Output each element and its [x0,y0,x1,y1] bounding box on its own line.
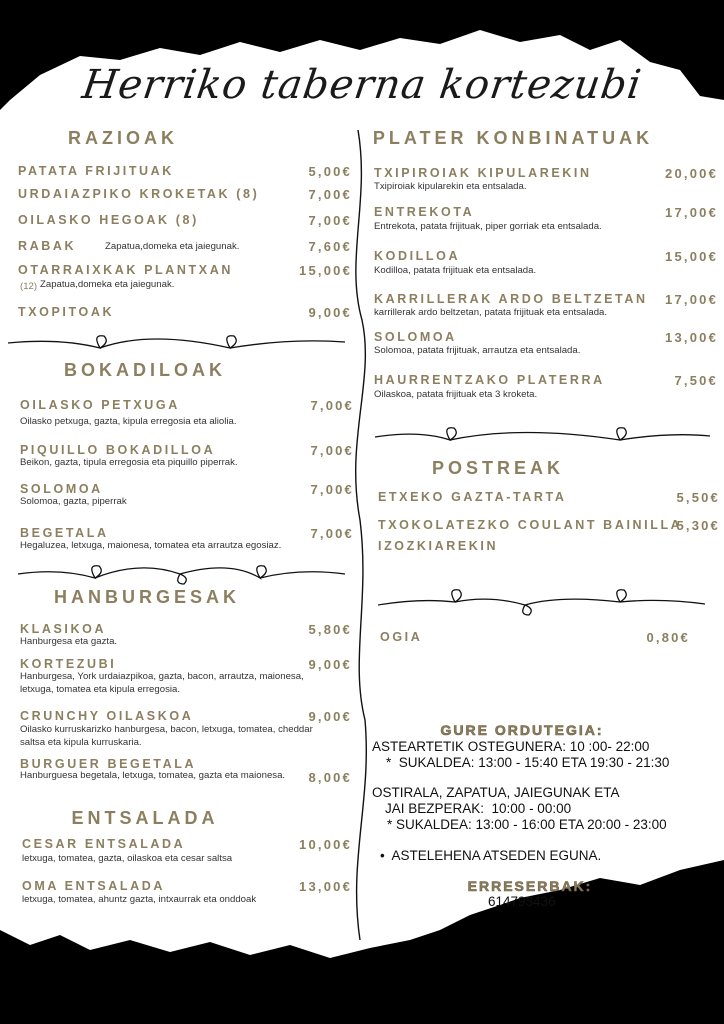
menu-item-price: 7,00€ [308,213,352,228]
menu-item-description: Kodilloa, patata frijituak eta entsalada. [374,265,537,276]
menu-item-name: BURGUER BEGETALA [20,757,197,771]
menu-item-name: PATATA FRIJITUAK [18,164,174,178]
menu-item-price: 7,00€ [308,187,352,202]
menu-item-price: 15,00€ [665,249,718,264]
menu-item-description: Solomoa, patata frijituak, arrautza eta entsalada. [374,345,581,356]
menu-item-price: 20,00€ [665,166,718,181]
schedule-heading: GURE ORDUTEGIA: [440,722,604,738]
menu-item-name: KODILLOA [374,249,461,263]
menu-item-description: Oilasko petxuga, gazta, kipula erregosia eta aliolia. [20,416,237,427]
menu-item-price: 7,00€ [310,398,354,413]
menu-item-description: letxuga, tomatea, gazta, oilaskoa eta cesar saltsa [22,853,233,864]
menu-item-price: 17,00€ [665,205,718,220]
menu-item-name: ENTREKOTA [374,205,475,219]
menu-item-name: OILASKO PETXUGA [20,398,180,412]
menu-item-name: SOLOMOA [20,482,103,496]
restaurant-title: Herriko taberna kortezubi [79,62,645,108]
menu-item-price: 0,80€ [646,630,690,645]
schedule-line: • ASTELEHENA ATSEDEN EGUNA. [380,848,602,863]
menu-item-name: PIQUILLO BOKADILLOA [20,443,216,457]
menu-item-name: URDAIAZPIKO KROKETAK (8) [18,187,260,201]
menu-item-name: HAURRENTZAKO PLATERRA [374,373,605,387]
menu-item-name: OILASKO HEGOAK (8) [18,213,199,227]
hanburgesak-heading: HANBURGESAK [53,587,241,607]
menu-item-name: KORTEZUBI [20,657,117,671]
menu-item-name: OTARRAIXKAK PLANTXAN [18,263,233,277]
menu-item-name: ETXEKO GAZTA-TARTA [378,490,567,504]
menu-item-description: Hegaluzea, letxuga, maionesa, tomatea eta arrautza egosiaz. [20,540,282,551]
menu-item-description: Hanburguesa begetala, letxuga, tomatea, gazta eta maionesa. [20,770,286,781]
menu-item-description: Oilasko kurruskarizko hanburgesa, bacon, letxuga, tomatea, cheddar saltsa eta kipula kurruskaria. [20,724,313,748]
menu-item-description: karrillerak ardo beltzetan, patata frijituak eta entsalada. [374,307,608,318]
menu-item-description: Hanburgesa, York urdaiazpikoa, gazta, bacon, arrautza, maionesa, letxuga, tomatea eta kipula erregosia. [20,671,304,695]
menu-item-price: 5,30€ [676,518,720,533]
menu-item-description: Oilaskoa, patata frijituak eta 3 kroketa. [374,389,538,400]
schedule-line: JAI BEZPERAK: 10:00 - 00:00 [385,801,572,816]
schedule-line: OSTIRALA, ZAPATUA, JAIEGUNAK ETA [372,785,620,800]
menu-item-price: 10,00€ [299,837,352,852]
menu-item-name: TXOKOLATEZKO COULANT BAINILLA [378,518,683,532]
menu-item-name: CRUNCHY OILASKOA [20,709,194,723]
menu-item-price: 5,80€ [308,622,352,637]
menu-item-name: KARRILLERAK ARDO BELTZETAN [374,292,648,306]
menu-item-name: TXOPITOAK [18,305,115,319]
menu-item-quantity: (12) [20,281,38,292]
schedule-line: ASTEARTETIK OSTEGUNERA: 10 :00- 22:00 [372,739,650,754]
menu-item-description: Txipiroiak kipularekin eta entsalada. [374,181,527,192]
menu-item-price: 5,50€ [676,490,720,505]
menu-item-name-cont: IZOZKIAREKIN [378,539,499,553]
schedule-line: * SUKALDEA: 13:00 - 16:00 ETA 20:00 - 23:00 [387,817,667,832]
menu-item-price: 7,00€ [310,443,354,458]
menu-item-name: KLASIKOA [20,622,107,636]
menu-item-price: 9,00€ [308,305,352,320]
menu-item-description: Solomoa, gazta, piperrak [20,496,127,507]
menu-item-name: OGIA [380,630,423,644]
menu-item-price: 9,00€ [308,709,352,724]
reservations-heading: ERRESERBAK: [467,878,593,894]
menu-item-price: 15,00€ [299,263,352,278]
postreak-heading: POSTREAK [431,458,565,478]
menu-item-price: 7,00€ [310,482,354,497]
menu-item-name: BEGETALA [20,526,109,540]
menu-item-name: RABAK [18,239,77,253]
menu-item-description: Entrekota, patata frijituak, piper gorriak eta entsalada. [374,221,602,232]
menu-item-price: 7,60€ [308,239,352,254]
menu-item-description: Zapatua,domeka eta jaiegunak. [40,279,175,290]
menu-item-description: Beikon, gazta, tipula erregosia eta piquillo piperrak. [20,457,238,468]
menu-item-name: TXIPIROIAK KIPULAREKIN [374,166,592,180]
menu-item-description: Zapatua,domeka eta jaiegunak. [105,241,240,252]
menu-item-description: letxuga, tomatea, ahuntz gazta, intxaurrak eta onddoak [22,894,257,905]
phone-number: 614793436 [488,894,556,909]
menu-item-name: SOLOMOA [374,330,457,344]
schedule-line: * SUKALDEA: 13:00 - 15:40 ETA 19:30 - 21:30 [386,755,670,770]
menu-item-price: 13,00€ [665,330,718,345]
menu-item-price: 5,00€ [308,164,352,179]
menu-item-name: OMA ENTSALADA [22,879,166,893]
menu-item-price: 17,00€ [665,292,718,307]
bokadiloak-heading: BOKADILOAK [64,360,226,380]
menu-item-price: 7,00€ [310,526,354,541]
razioak-heading: RAZIOAK [68,128,178,148]
menu-item-price: 13,00€ [299,879,352,894]
menu-item-price: 7,50€ [674,373,718,388]
plater-heading: PLATER KONBINATUAK [372,128,654,148]
menu-item-name: CESAR ENTSALADA [22,837,186,851]
entsalada-heading: ENTSALADA [71,808,219,828]
menu-item-price: 8,00€ [308,770,352,785]
menu-item-price: 9,00€ [308,657,352,672]
menu-item-description: Hanburgesa eta gazta. [20,636,118,647]
